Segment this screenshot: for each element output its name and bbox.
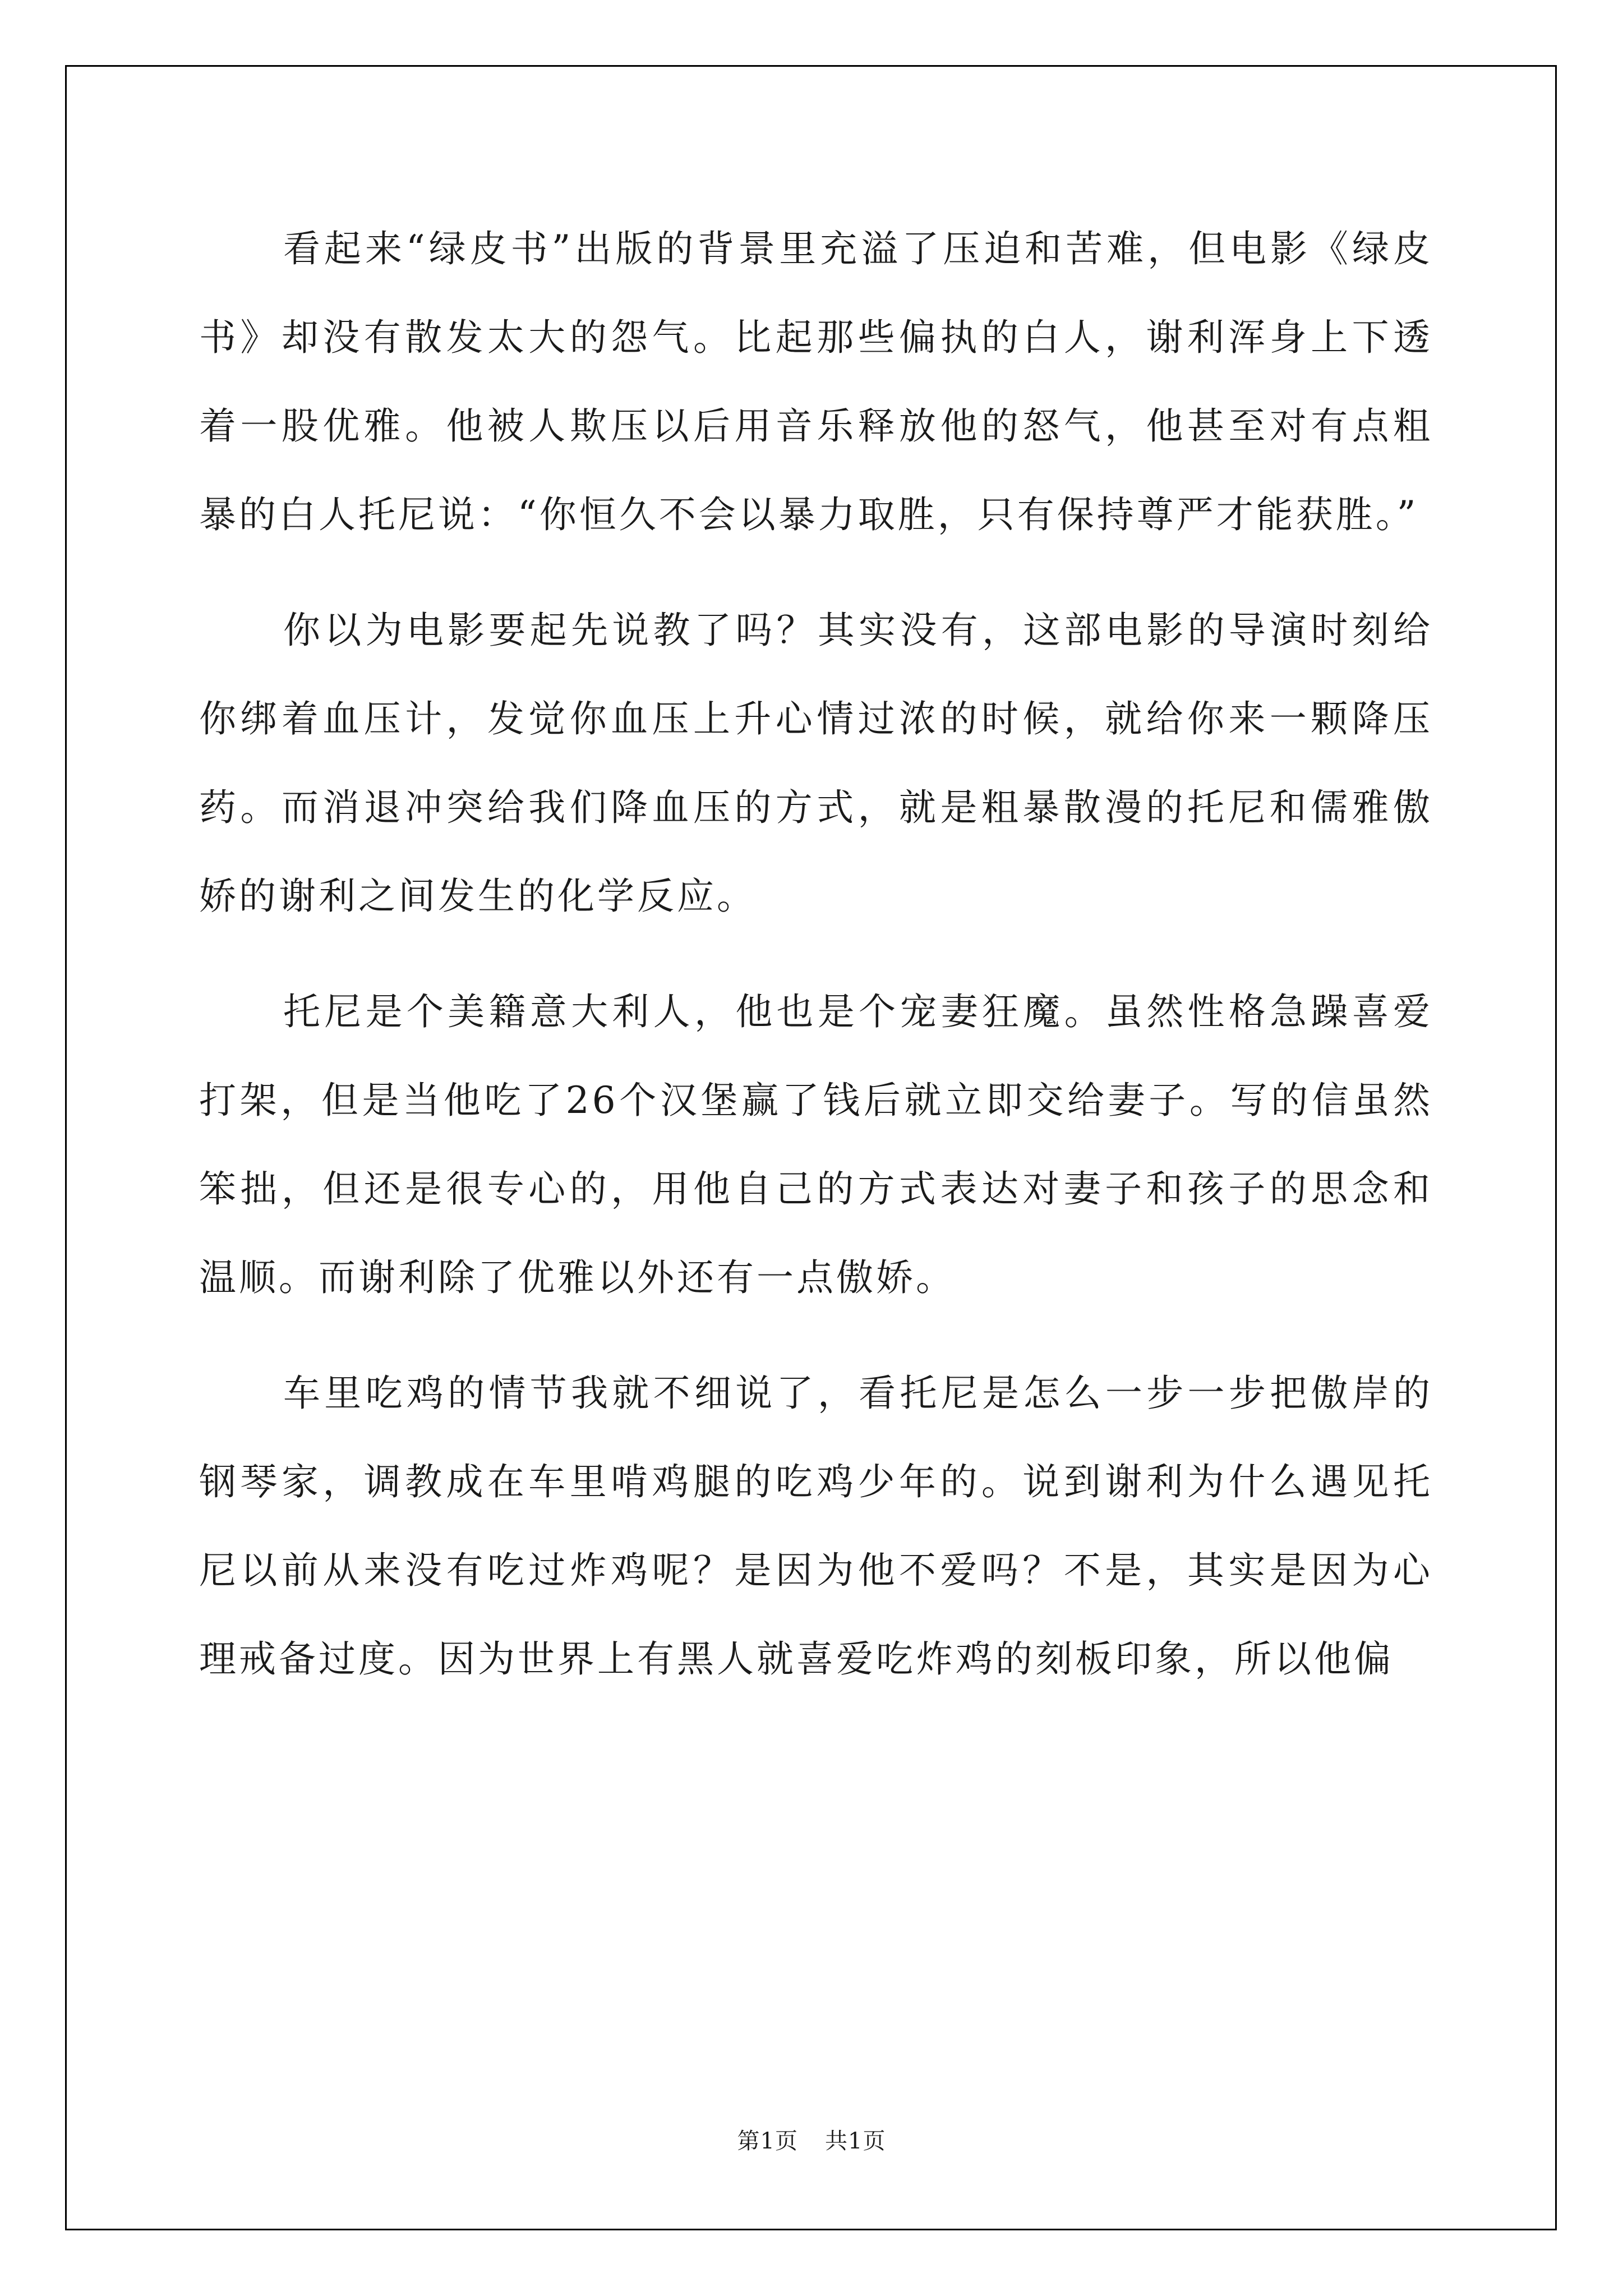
paragraph-1: 看起来“绿皮书”出版的背景里充溢了压迫和苦难，但电影《绿皮书》却没有散发太大的怨气。比起那些偏执的白人，谢利浑身上下透着一股优雅。他被人欺压以后用音乐释放他的怒气，他甚至对有点粗暴的白人托尼说：“你恒久不会以暴力取胜，只有保持尊严才能获胜。”	[199, 227, 1433, 536]
paragraph-4: 车里吃鸡的情节我就不细说了，看托尼是怎么一步一步把傲岸的钢琴家，调教成在车里啃鸡腿的吃鸡少年的。说到谢利为什么遇见托尼以前从来没有吃过炸鸡呢？是因为他不爱吗？不是，其实是因为心理戒备过度。因为世界上有黑人就喜爱吃炸鸡的刻板印象，所以他偏	[199, 1372, 1433, 1681]
page-number: 第1页	[737, 2128, 798, 2154]
document-body	[199, 205, 1433, 1731]
paragraph-2: 你以为电影要起先说教了吗？其实没有，这部电影的导演时刻给你绑着血压计，发觉你血压上升心情过浓的时候，就给你来一颗降压药。而消退冲突给我们降血压的方式，就是粗暴散漫的托尼和儒雅傲娇的谢利之间发生的化学反应。	[199, 609, 1433, 918]
page-total: 共1页	[825, 2128, 886, 2154]
page-footer	[0, 2123, 1623, 2155]
paragraph-3: 托尼是个美籍意大利人，他也是个宠妻狂魔。虽然性格急躁喜爱打架，但是当他吃了26个汉堡赢了钱后就立即交给妻子。写的信虽然笨拙，但还是很专心的，用他自己的方式表达对妻子和孩子的思念和温顺。而谢利除了优雅以外还有一点傲娇。	[199, 990, 1433, 1299]
